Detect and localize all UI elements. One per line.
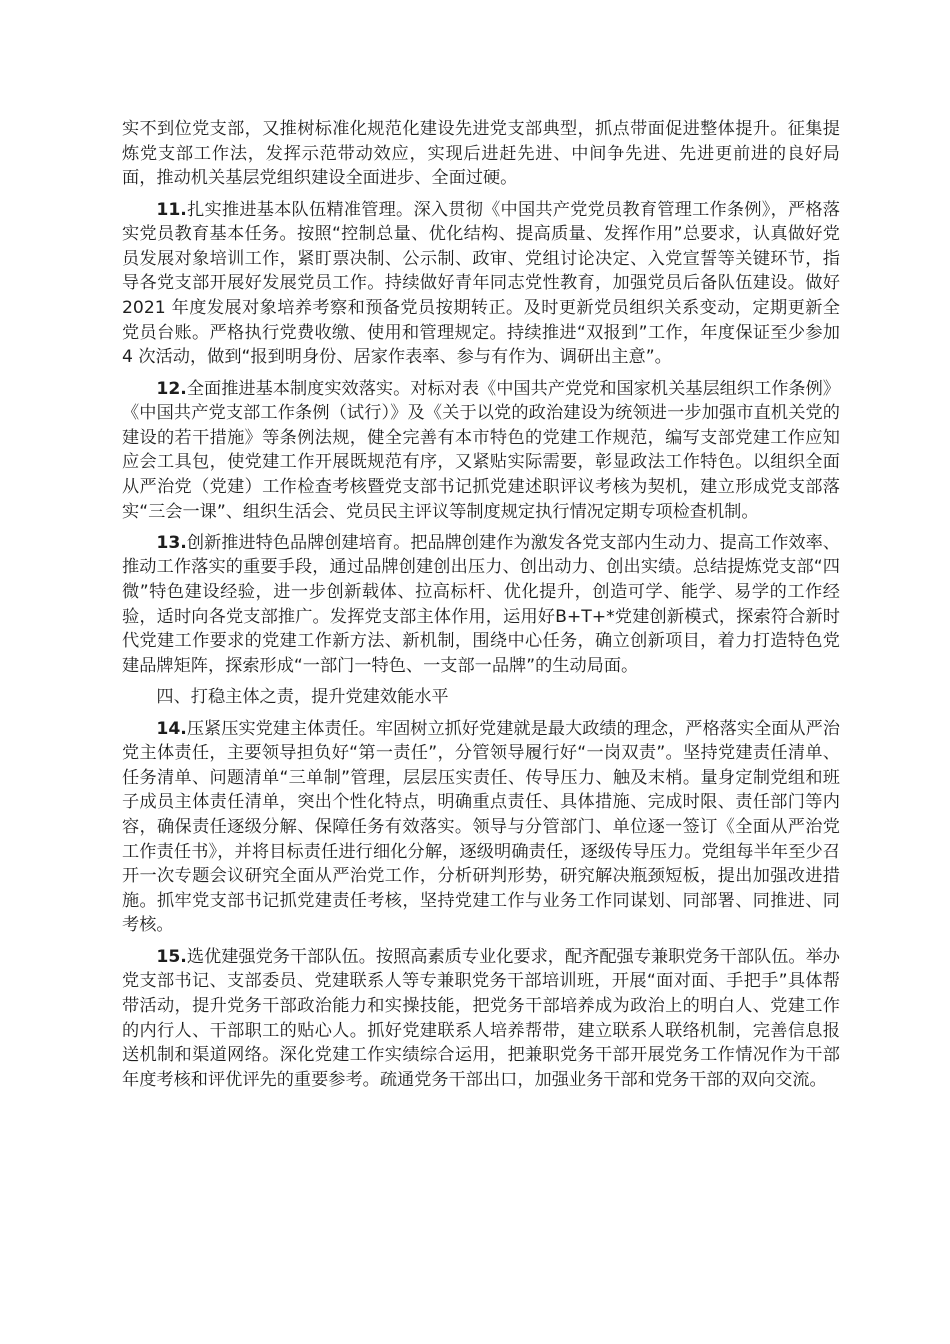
item-number: 13.: [156, 532, 187, 553]
document-body: [122, 117, 840, 1099]
item-number: 14.: [156, 718, 187, 739]
paragraph-item-15: [122, 945, 840, 1093]
paragraph-continuation: [122, 117, 840, 191]
paragraph-item-13: [122, 531, 840, 679]
paragraph-text: 压紧压实党建主体责任。牢固树立抓好党建就是最大政绩的理念，严格落实全面从严治党主体责任，主要领导担负好“第一责任”，分管领导履行好“一岗双责”。坚持党建责任清单、任务清单、问题清单“三单制”管理，层层压实责任、传导压力、触及末梢。量身定制党组和班子成员主体责任清单，突出个性化特点，明确重点责任、具体措施、完成时限、责任部门等内容，确保责任逐级分解、保障任务有效落实。领导与分管部门、单位逐一签订《全面从严治党工作责任书》，并将目标责任进行细化分解，逐级明确责任，逐级传导压力。党组每半年至少召开一次专题会议研究全面从严治党工作，分析研判形势，研究解决瓶颈短板，提出加强改进措施。抓牢党支部书记抓党建责任考核，坚持党建工作与业务工作同谋划、同部署、同推进、同考核。: [122, 718, 840, 936]
item-number: 11.: [156, 199, 187, 220]
item-number: 15.: [156, 946, 187, 967]
paragraph-text: 选优建强党务干部队伍。按照高素质专业化要求，配齐配强专兼职党务干部队伍。举办党支部书记、支部委员、党建联系人等专兼职党务干部培训班，开展“面对面、手把手”具体帮带活动，提升党务干部政治能力和实操技能，把党务干部培养成为政治上的明白人、党建工作的内行人、干部职工的贴心人。抓好党建联系人培养帮带，建立联系人联络机制，完善信息报送机制和渠道网络。深化党建工作实绩综合运用，把兼职党务干部开展党务工作情况作为干部年度考核和评优评先的重要参考。疏通党务干部出口，加强业务干部和党务干部的双向交流。: [122, 946, 840, 1090]
item-number: 12.: [156, 378, 187, 399]
paragraph-text: 实不到位党支部，又推树标准化规范化建设先进党支部典型，抓点带面促进整体提升。征集提炼党支部工作法，发挥示范带动效应，实现后进赶先进、中间争先进、先进更前进的良好局面，推动机关基层党组织建设全面进步、全面过硬。: [122, 119, 840, 189]
paragraph-text: 创新推进特色品牌创建培育。把品牌创建作为激发各党支部内生动力、提高工作效率、推动工作落实的重要手段，通过品牌创建创出压力、创出动力、创出实绩。总结提炼党支部“四微”特色建设经验，进一步创新载体、拉高标杆、优化提升，创造可学、能学、易学的工作经验，适时向各党支部推广。发挥党支部主体作用，运用好B+T+*党建创新模式，探索符合新时代党建工作要求的党建工作新方法、新机制，围绕中心任务，确立创新项目，着力打造特色党建品牌矩阵，探索形成“一部门一特色、一支部一品牌”的生动局面。: [122, 532, 840, 676]
paragraph-item-12: [122, 377, 840, 525]
paragraph-text: 全面推进基本制度实效落实。对标对表《中国共产党党和国家机关基层组织工作条例》《中国共产党支部工作条例（试行）》及《关于以党的政治建设为统领进一步加强市直机关党的建设的若干措施》等条例法规，健全完善有本市特色的党建工作规范，编写支部党建工作应知应会工具包，使党建工作开展既规范有序，又紧贴实际需要，彰显政法工作特色。以组织全面从严治党（党建）工作检查考核暨党支部书记抓党建述职评议考核为契机，建立形成党支部落实“三会一课”、组织生活会、党员民主评议等制度规定执行情况定期专项检查机制。: [122, 378, 840, 522]
section-heading-text: 四、打稳主体之责，提升党建效能水平: [156, 687, 449, 708]
paragraph-text: 扎实推进基本队伍精准管理。深入贯彻《中国共产党党员教育管理工作条例》，严格落实党员教育基本任务。按照“控制总量、优化结构、提高质量、发挥作用”总要求，认真做好党员发展对象培训工作，紧盯票决制、公示制、政审、党组讨论决定、入党宣誓等关键环节，指导各党支部开展好发展党员工作。持续做好青年同志党性教育，加强党员后备队伍建设。做好 2021 年度发展对象培养考察和预备党员按期转正。及时更新党员组织关系变动，定期更新全党员台账。严格执行党费收缴、使用和管理规定。持续推进“双报到”工作，年度保证至少参加 4 次活动，做到“报到明身份、居家作表率、参与有作为、调研出主意”。: [122, 199, 840, 368]
section-heading: [122, 685, 840, 710]
paragraph-item-14: [122, 717, 840, 938]
paragraph-item-11: [122, 198, 840, 370]
